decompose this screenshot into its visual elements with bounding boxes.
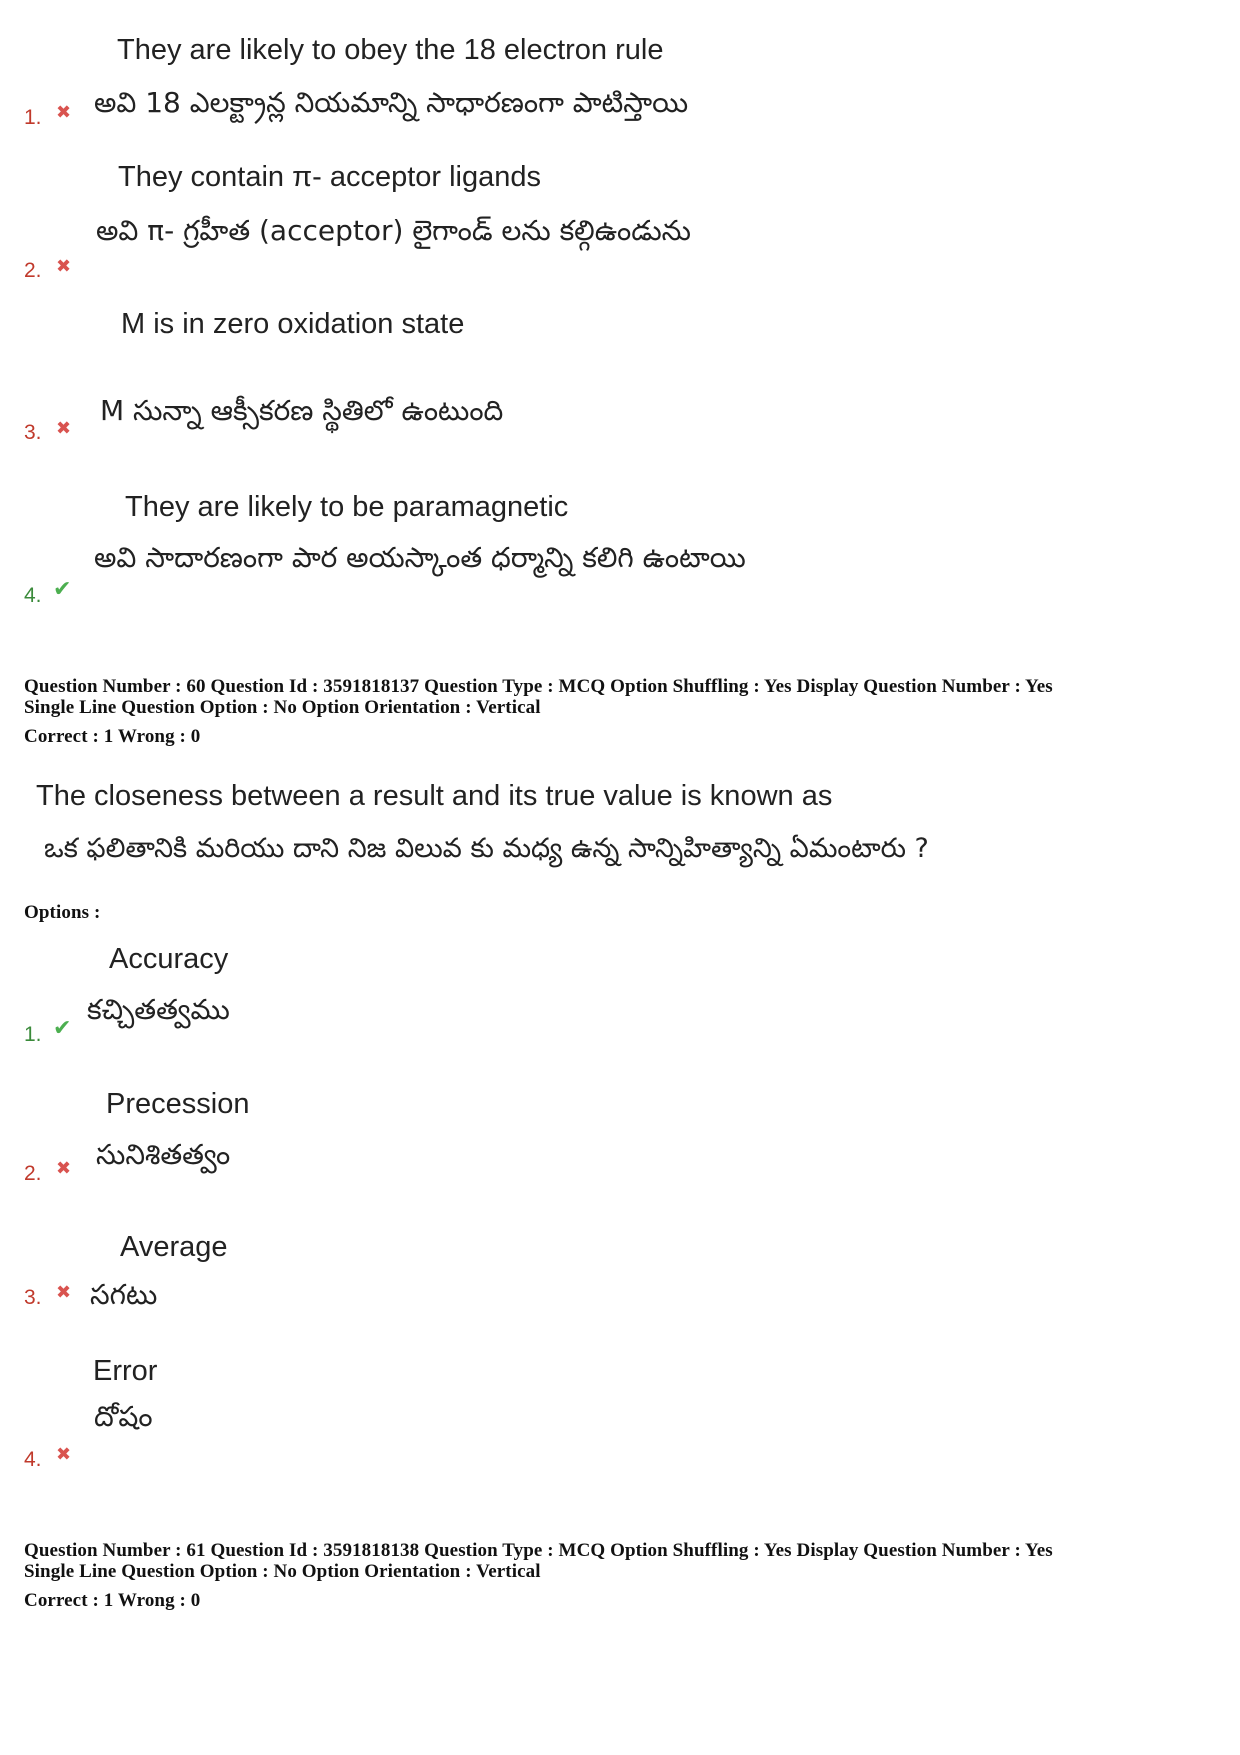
option-number: 1.: [24, 1023, 42, 1046]
option-text-te: దోషం: [94, 1400, 153, 1433]
question-score-line: Correct : 1 Wrong : 0: [24, 726, 201, 747]
option-text-te: అవి π- గ్రహీత (acceptor) లైగాండ్ లను కల్గిఉండును: [96, 214, 691, 247]
wrong-cross-icon: ✖: [56, 418, 72, 439]
option-number: 2.: [24, 259, 42, 282]
option-text-en: M is in zero oxidation state: [121, 308, 465, 340]
option-text-en: They are likely to be paramagnetic: [125, 491, 569, 523]
wrong-cross-icon: ✖: [56, 1444, 72, 1465]
options-label: Options :: [24, 902, 101, 923]
wrong-cross-icon: ✖: [56, 1282, 72, 1303]
option-text-en: Accuracy: [109, 943, 229, 975]
correct-check-icon: ✔: [53, 577, 72, 602]
option-text-en: Average: [120, 1231, 228, 1263]
option-text-en: Precession: [106, 1088, 250, 1120]
question-score-line: Correct : 1 Wrong : 0: [24, 1590, 201, 1611]
wrong-cross-icon: ✖: [56, 256, 72, 277]
option-text-te: అవి 18 ఎలక్ట్రాన్ల నియమాన్ని సాధారణంగా పాటిస్తాయి: [94, 86, 689, 119]
question-meta-line-2: Single Line Question Option : No Option Orientation : Vertical: [24, 1561, 541, 1582]
question-meta-line-1: Question Number : 61 Question Id : 3591818138 Question Type : MCQ Option Shuffling : Yes Display Question Number : Yes: [24, 1540, 1053, 1561]
option-number: 3.: [24, 421, 42, 444]
wrong-cross-icon: ✖: [56, 102, 72, 123]
option-text-te: M సున్నా ఆక్సీకరణ స్థితిలో ఉంటుంది: [100, 394, 504, 427]
option-number: 4.: [24, 584, 42, 607]
option-number: 3.: [24, 1286, 42, 1309]
option-text-te: కచ్చితత్వము: [87, 993, 230, 1026]
option-text-en: They contain π- acceptor ligands: [118, 161, 542, 193]
option-text-te: సగటు: [90, 1278, 158, 1311]
question-meta-line-1: Question Number : 60 Question Id : 3591818137 Question Type : MCQ Option Shuffling : Yes Display Question Number : Yes: [24, 676, 1053, 697]
wrong-cross-icon: ✖: [56, 1158, 72, 1179]
option-number: 1.: [24, 106, 42, 129]
question-text-en: The closeness between a result and its true value is known as: [36, 780, 833, 812]
question-text-te: ఒక ఫలితానికి మరియు దాని నిజ విలువ కు మధ్య ఉన్న సాన్నిహిత్యాన్ని ఏమంటారు ?: [44, 833, 929, 864]
option-text-te: అవి సాదారణంగా పార అయస్కాంత ధర్మాన్ని కలిగి ఉంటాయి: [94, 541, 746, 574]
correct-check-icon: ✔: [53, 1016, 72, 1041]
option-number: 4.: [24, 1448, 42, 1471]
option-text-en: They are likely to obey the 18 electron rule: [117, 34, 664, 66]
option-text-en: Error: [93, 1355, 158, 1387]
question-meta-line-2: Single Line Question Option : No Option Orientation : Vertical: [24, 697, 541, 718]
option-text-te: సునిశితత్వం: [96, 1138, 231, 1171]
option-number: 2.: [24, 1162, 42, 1185]
